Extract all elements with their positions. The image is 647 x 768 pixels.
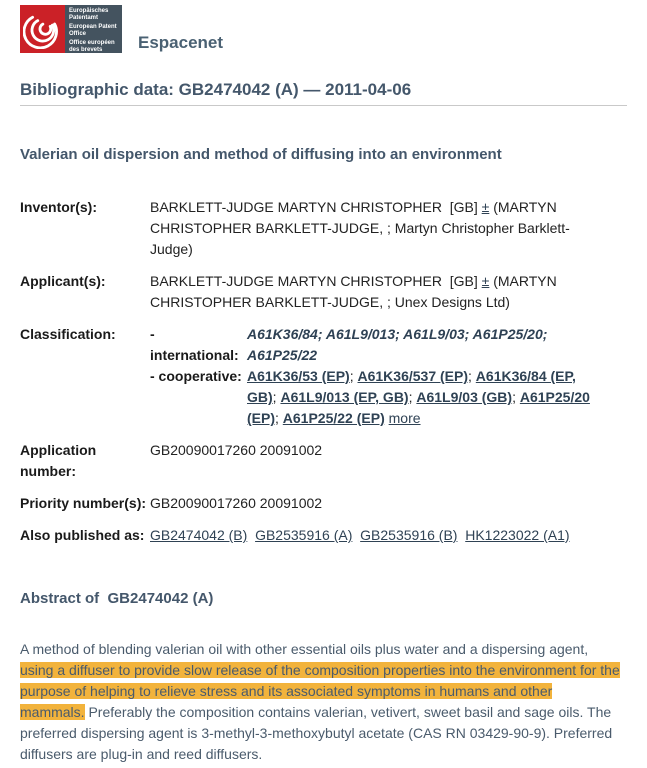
separator	[247, 527, 255, 543]
application-number-row	[20, 440, 627, 482]
patent-title: Valerian oil dispersion and method of diffusing into an environment	[20, 146, 502, 163]
cpc-link[interactable]: A61P25/22 (EP)	[282, 410, 385, 426]
cpc-link[interactable]: A61K36/84 (EP, GB)	[247, 368, 576, 405]
cpc-link[interactable]: A61K36/537 (EP)	[357, 368, 469, 384]
classification-label: Classification:	[20, 326, 116, 342]
separator: ;	[468, 368, 476, 384]
classification-row	[20, 324, 627, 429]
inventors-value	[150, 197, 607, 260]
abstract-heading: Abstract of GB2474042 (A)	[20, 590, 214, 607]
also-published-row	[20, 525, 627, 546]
applicant-expand-link[interactable]: ±	[481, 273, 490, 289]
inventor-name: BARKLETT-JUDGE MARTYN CHRISTOPHER [GB]	[150, 199, 482, 215]
epo-org-names	[65, 5, 122, 53]
cooperative-codes	[247, 366, 607, 429]
application-number-label: Application number:	[20, 442, 97, 479]
page-title: Bibliographic data: GB2474042 (A) — 2011-04-06	[20, 80, 627, 106]
bibliographic-fields	[20, 197, 627, 546]
cpc-link[interactable]: A61K36/53 (EP)	[247, 368, 350, 384]
epo-logo[interactable]	[20, 5, 122, 53]
inventors-label: Inventor(s):	[20, 199, 97, 215]
international-codes: A61K36/84; A61L9/013; A61L9/03; A61P25/20; A61P25/22	[247, 326, 548, 363]
separator	[352, 527, 360, 543]
also-published-value	[150, 525, 607, 546]
inventor-detail: (MARTYN CHRISTOPHER BARKLETT-JUDGE, ; Martyn Christopher Barklett-Judge)	[150, 199, 570, 257]
page-header	[20, 5, 627, 53]
highlighted-text: using a diffuser to provide slow release of the composition properties into the environment for the purpose of helping to relieve stress and its associated symptoms in humans and other mammals.	[20, 662, 620, 720]
publication-link[interactable]: GB2535916 (B)	[360, 527, 458, 543]
abstract-text	[20, 639, 620, 765]
cpc-link[interactable]: A61L9/03 (GB)	[416, 389, 513, 405]
epo-logo-red-tile	[20, 5, 65, 53]
separator: ;	[408, 389, 417, 405]
cpc-link[interactable]: A61P25/20 (EP)	[247, 389, 590, 426]
application-number-value: GB20090017260 20091002	[150, 442, 323, 458]
separator: ;	[512, 389, 520, 405]
applicants-row	[20, 271, 627, 313]
org-name-de: Europäisches Patentamt	[69, 8, 109, 21]
priority-numbers-label: Priority number(s):	[20, 495, 147, 511]
priority-numbers-value: GB20090017260 20091002	[150, 495, 323, 511]
espacenet-wordmark: Espacenet	[138, 33, 224, 52]
applicants-value	[150, 271, 607, 313]
publication-link[interactable]: GB2474042 (B)	[150, 527, 248, 543]
cpc-link[interactable]: A61L9/013 (EP, GB)	[280, 389, 409, 405]
epo-spiral-icon	[23, 7, 63, 52]
classification-international	[150, 324, 607, 366]
also-published-label: Also published as:	[20, 527, 145, 543]
inventors-row	[20, 197, 627, 260]
international-sublabel: - international:	[150, 326, 239, 363]
cooperative-sublabel: - cooperative:	[150, 368, 242, 384]
more-classifications-link[interactable]: more	[388, 410, 421, 426]
inventor-expand-link[interactable]: ±	[481, 199, 490, 215]
priority-numbers-row	[20, 493, 627, 514]
applicants-label: Applicant(s):	[20, 273, 106, 289]
abstract-segment: Preferably the composition contains valerian, vetivert, sweet basil and sage oils. The preferred dispersing agent is 3-methyl-3-methoxybutyl acetate (CAS RN 03429-90-9). Preferred diffusers are plug-in and reed diffusers.	[20, 704, 613, 762]
separator: ;	[349, 368, 358, 384]
applicant-detail: (MARTYN CHRISTOPHER BARKLETT-JUDGE, ; Unex Designs Ltd)	[150, 273, 557, 310]
org-name-fr: Office européen des brevets	[69, 40, 115, 53]
classification-cooperative	[150, 366, 607, 429]
applicant-name: BARKLETT-JUDGE MARTYN CHRISTOPHER [GB]	[150, 273, 482, 289]
separator: ;	[272, 389, 281, 405]
abstract-segment: A method of blending valerian oil with other essential oils plus water and a dispersing agent,	[20, 641, 589, 657]
org-name-en: European Patent Office	[69, 24, 117, 37]
separator: ;	[275, 410, 283, 426]
classification-value	[150, 324, 607, 429]
publication-link[interactable]: GB2535916 (A)	[255, 527, 353, 543]
publication-link[interactable]: HK1223022 (A1)	[465, 527, 570, 543]
